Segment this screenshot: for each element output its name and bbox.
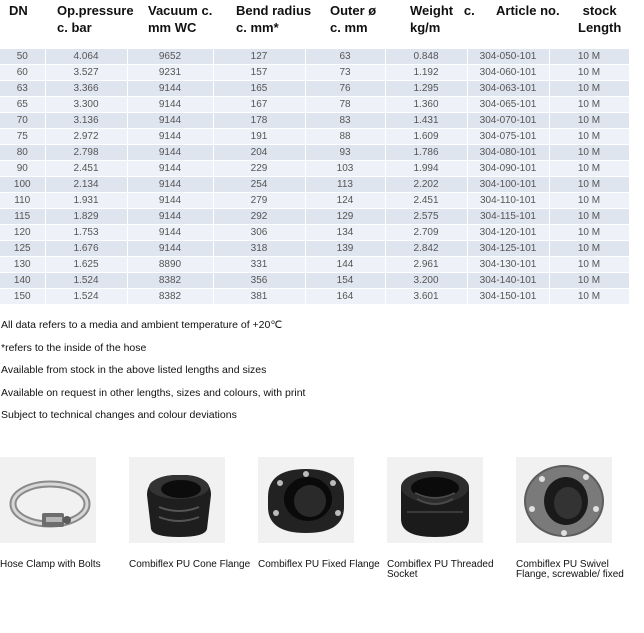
table-row <box>0 65 629 81</box>
header-op-pressure-line1: Op.pressure <box>57 3 134 18</box>
cell-op_pressure: 2.798 <box>45 145 127 161</box>
header-bend-radius-line2: c. mm* <box>236 20 279 35</box>
cell-op_pressure: 2.451 <box>45 161 127 177</box>
cell-stock: 10 M <box>549 289 629 305</box>
table-row <box>0 241 629 257</box>
cell-vacuum: 9144 <box>127 177 213 193</box>
cell-stock: 10 M <box>549 65 629 81</box>
cell-op_pressure: 3.136 <box>45 113 127 129</box>
cell-dn: 150 <box>0 289 45 305</box>
cell-bend_radius: 356 <box>213 273 305 289</box>
cell-article: 304-115-101 <box>467 209 549 225</box>
cell-outer: 113 <box>305 177 385 193</box>
cell-stock: 10 M <box>549 177 629 193</box>
cell-article: 304-125-101 <box>467 241 549 257</box>
cell-outer: 164 <box>305 289 385 305</box>
header-vacuum <box>148 2 212 36</box>
cell-vacuum: 9231 <box>127 65 213 81</box>
cell-vacuum: 9144 <box>127 129 213 145</box>
cell-weight: 3.200 <box>385 273 467 289</box>
cell-vacuum: 8382 <box>127 289 213 305</box>
cell-bend_radius: 157 <box>213 65 305 81</box>
cell-article: 304-090-101 <box>467 161 549 177</box>
cell-vacuum: 9144 <box>127 225 213 241</box>
product-name: Combiflex PU Cone Flange <box>129 559 251 570</box>
cell-bend_radius: 331 <box>213 257 305 273</box>
cell-article: 304-080-101 <box>467 145 549 161</box>
cell-article: 304-050-101 <box>467 49 549 65</box>
header-article-line1: Article no. <box>496 3 560 18</box>
product-name: Combiflex PU Fixed Flange <box>258 559 380 570</box>
cell-vacuum: 9144 <box>127 209 213 225</box>
cell-dn: 125 <box>0 241 45 257</box>
table-row <box>0 177 629 193</box>
product-hose-clamp <box>0 457 125 570</box>
header-outer <box>330 2 376 36</box>
cell-article: 304-110-101 <box>467 193 549 209</box>
cell-weight: 1.786 <box>385 145 467 161</box>
product-swivel-flange <box>516 457 641 580</box>
cell-vacuum: 9144 <box>127 241 213 257</box>
cell-weight: 2.202 <box>385 177 467 193</box>
cell-op_pressure: 1.524 <box>45 273 127 289</box>
cell-bend_radius: 204 <box>213 145 305 161</box>
notes <box>1 318 621 431</box>
cell-weight: 0.848 <box>385 49 467 65</box>
cell-vacuum: 9144 <box>127 113 213 129</box>
cell-outer: 154 <box>305 273 385 289</box>
header-article <box>496 2 560 19</box>
cell-op_pressure: 2.134 <box>45 177 127 193</box>
cell-stock: 10 M <box>549 49 629 65</box>
cell-weight: 2.575 <box>385 209 467 225</box>
cell-outer: 93 <box>305 145 385 161</box>
table-row <box>0 289 629 305</box>
table-header <box>0 0 630 50</box>
cell-bend_radius: 381 <box>213 289 305 305</box>
cell-vacuum: 9144 <box>127 81 213 97</box>
table-row <box>0 113 629 129</box>
cell-stock: 10 M <box>549 209 629 225</box>
cell-vacuum: 9652 <box>127 49 213 65</box>
swivel-flange-icon <box>516 457 612 543</box>
cell-stock: 10 M <box>549 113 629 129</box>
header-bend-radius-line1: Bend radius <box>236 3 312 18</box>
cell-bend_radius: 191 <box>213 129 305 145</box>
cell-outer: 78 <box>305 97 385 113</box>
cell-article: 304-060-101 <box>467 65 549 81</box>
cell-article: 304-070-101 <box>467 113 549 129</box>
table-row <box>0 97 629 113</box>
cell-op_pressure: 1.524 <box>45 289 127 305</box>
cell-outer: 124 <box>305 193 385 209</box>
cell-outer: 103 <box>305 161 385 177</box>
cell-bend_radius: 306 <box>213 225 305 241</box>
header-bend-radius <box>236 2 311 36</box>
cell-outer: 144 <box>305 257 385 273</box>
note-changes: Subject to technical changes and colour deviations <box>1 409 237 422</box>
cell-vacuum: 9144 <box>127 161 213 177</box>
note-stock: Available from stock in the above listed lengths and sizes <box>1 364 267 377</box>
cell-bend_radius: 127 <box>213 49 305 65</box>
cell-bend_radius: 292 <box>213 209 305 225</box>
cell-op_pressure: 1.676 <box>45 241 127 257</box>
cell-article: 304-130-101 <box>467 257 549 273</box>
cell-stock: 10 M <box>549 145 629 161</box>
header-outer-line2: c. mm <box>330 20 368 35</box>
header-stock-line2: Length <box>578 20 622 35</box>
header-stock-line1: stock <box>582 3 617 18</box>
table-row <box>0 161 629 177</box>
product-name: Combiflex PU Swivel Flange, screwable/ fixed <box>516 559 624 580</box>
cell-stock: 10 M <box>549 193 629 209</box>
cell-dn: 120 <box>0 225 45 241</box>
cell-stock: 10 M <box>549 161 629 177</box>
cell-op_pressure: 4.064 <box>45 49 127 65</box>
cell-bend_radius: 167 <box>213 97 305 113</box>
cell-vacuum: 8382 <box>127 273 213 289</box>
cell-weight: 2.961 <box>385 257 467 273</box>
cell-outer: 139 <box>305 241 385 257</box>
header-dn <box>9 2 28 19</box>
cell-outer: 83 <box>305 113 385 129</box>
product-cone-flange <box>129 457 254 570</box>
cell-article: 304-100-101 <box>467 177 549 193</box>
cone-flange-icon <box>129 457 225 543</box>
cell-vacuum: 9144 <box>127 193 213 209</box>
specs-table-body <box>0 49 629 305</box>
table-row <box>0 49 629 65</box>
cell-bend_radius: 279 <box>213 193 305 209</box>
cell-op_pressure: 3.527 <box>45 65 127 81</box>
note-request: Available on request in other lengths, sizes and colours, with print <box>1 386 306 399</box>
cell-article: 304-063-101 <box>467 81 549 97</box>
cell-weight: 2.842 <box>385 241 467 257</box>
table-row <box>0 257 629 273</box>
cell-dn: 110 <box>0 193 45 209</box>
cell-dn: 70 <box>0 113 45 129</box>
cell-dn: 65 <box>0 97 45 113</box>
cell-bend_radius: 318 <box>213 241 305 257</box>
cell-dn: 130 <box>0 257 45 273</box>
table-row <box>0 225 629 241</box>
table-row <box>0 209 629 225</box>
table-row <box>0 129 629 145</box>
cell-op_pressure: 2.972 <box>45 129 127 145</box>
cell-bend_radius: 254 <box>213 177 305 193</box>
cell-dn: 140 <box>0 273 45 289</box>
header-weight <box>410 2 475 36</box>
cell-article: 304-065-101 <box>467 97 549 113</box>
cell-dn: 60 <box>0 65 45 81</box>
header-op-pressure <box>57 2 134 36</box>
cell-stock: 10 M <box>549 241 629 257</box>
cell-outer: 76 <box>305 81 385 97</box>
header-weight-line2: kg/m <box>410 20 441 35</box>
cell-dn: 75 <box>0 129 45 145</box>
cell-weight: 2.709 <box>385 225 467 241</box>
cell-weight: 1.295 <box>385 81 467 97</box>
cell-weight: 1.360 <box>385 97 467 113</box>
note-temperature: All data refers to a media and ambient temperature of +20℃ <box>1 319 283 331</box>
cell-stock: 10 M <box>549 81 629 97</box>
cell-article: 304-140-101 <box>467 273 549 289</box>
table-row <box>0 81 629 97</box>
specs-table <box>0 49 630 305</box>
cell-weight: 1.994 <box>385 161 467 177</box>
cell-outer: 73 <box>305 65 385 81</box>
cell-op_pressure: 1.625 <box>45 257 127 273</box>
cell-weight: 1.192 <box>385 65 467 81</box>
cell-op_pressure: 3.300 <box>45 97 127 113</box>
threaded-socket-icon <box>387 457 483 543</box>
cell-op_pressure: 1.931 <box>45 193 127 209</box>
cell-bend_radius: 165 <box>213 81 305 97</box>
cell-outer: 88 <box>305 129 385 145</box>
cell-weight: 2.451 <box>385 193 467 209</box>
cell-dn: 63 <box>0 81 45 97</box>
cell-article: 304-150-101 <box>467 289 549 305</box>
cell-dn: 100 <box>0 177 45 193</box>
cell-vacuum: 8890 <box>127 257 213 273</box>
cell-stock: 10 M <box>549 97 629 113</box>
header-outer-line1: Outer ø <box>330 3 377 18</box>
cell-outer: 129 <box>305 209 385 225</box>
cell-vacuum: 9144 <box>127 145 213 161</box>
fixed-flange-icon <box>258 457 354 543</box>
table-row <box>0 273 629 289</box>
cell-bend_radius: 229 <box>213 161 305 177</box>
table-row <box>0 145 629 161</box>
header-dn-line1: DN <box>9 3 28 18</box>
cell-article: 304-075-101 <box>467 129 549 145</box>
table-row <box>0 193 629 209</box>
header-stock <box>578 2 621 36</box>
header-vacuum-line1: Vacuum c. <box>148 3 213 18</box>
header-weight-line1: Weight c. <box>410 3 475 18</box>
product-name: Hose Clamp with Bolts <box>0 559 101 570</box>
cell-stock: 10 M <box>549 225 629 241</box>
product-threaded-socket <box>387 457 512 580</box>
cell-dn: 115 <box>0 209 45 225</box>
note-inside: *refers to the inside of the hose <box>1 341 147 354</box>
cell-weight: 1.431 <box>385 113 467 129</box>
product-fixed-flange <box>258 457 383 570</box>
header-op-pressure-line2: c. bar <box>57 20 92 35</box>
cell-dn: 90 <box>0 161 45 177</box>
cell-op_pressure: 1.753 <box>45 225 127 241</box>
cell-outer: 134 <box>305 225 385 241</box>
hose-clamp-icon <box>0 457 96 543</box>
cell-stock: 10 M <box>549 129 629 145</box>
cell-outer: 63 <box>305 49 385 65</box>
cell-weight: 1.609 <box>385 129 467 145</box>
product-name: Combiflex PU Threaded Socket <box>387 559 494 580</box>
cell-vacuum: 9144 <box>127 97 213 113</box>
header-vacuum-line2: mm WC <box>148 20 197 35</box>
cell-op_pressure: 1.829 <box>45 209 127 225</box>
cell-dn: 80 <box>0 145 45 161</box>
cell-article: 304-120-101 <box>467 225 549 241</box>
cell-stock: 10 M <box>549 257 629 273</box>
cell-stock: 10 M <box>549 273 629 289</box>
cell-weight: 3.601 <box>385 289 467 305</box>
cell-op_pressure: 3.366 <box>45 81 127 97</box>
cell-dn: 50 <box>0 49 45 65</box>
cell-bend_radius: 178 <box>213 113 305 129</box>
